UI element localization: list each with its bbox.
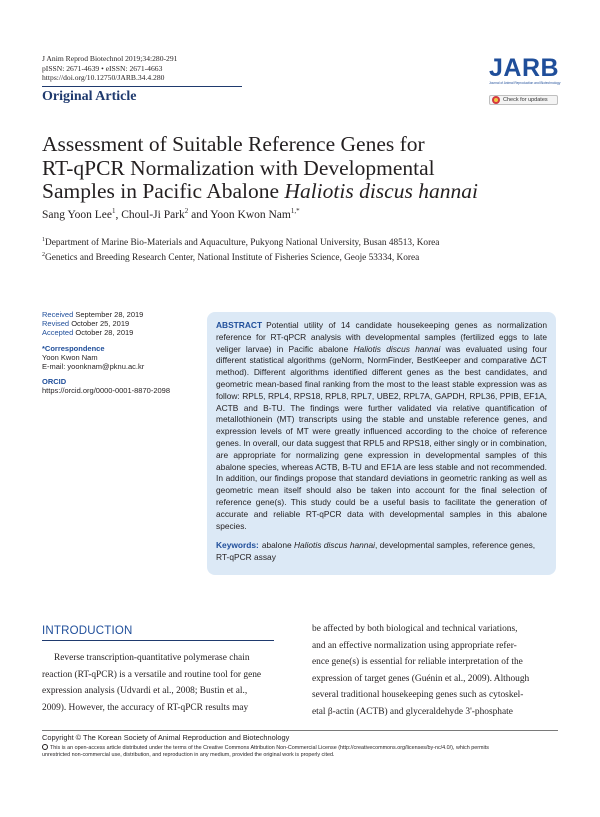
journal-logo xyxy=(489,55,559,85)
footer-rule xyxy=(42,730,558,731)
check-updates-label: Check for updates xyxy=(503,97,548,103)
creative-commons-icon xyxy=(42,744,48,750)
copyright-notice: Copyright © The Korean Society of Animal Reproduction and Biotechnology xyxy=(42,733,290,742)
keywords-species: Haliotis discus hannai xyxy=(293,540,375,551)
body-line: 2009). However, the accuracy of RT-qPCR results may xyxy=(42,702,249,713)
body-column-right xyxy=(312,621,560,721)
check-updates-icon xyxy=(492,96,500,104)
abstract-species: Haliotis discus hannai xyxy=(353,343,441,354)
author-name: Choul-Ji Park xyxy=(121,208,185,221)
revised-value: October 25, 2019 xyxy=(71,319,130,329)
body-column-left xyxy=(42,650,282,716)
check-for-updates-button[interactable] xyxy=(489,95,558,105)
affiliation-marker: 2 xyxy=(42,252,45,259)
article-title xyxy=(42,133,562,204)
author-separator: and xyxy=(188,208,211,221)
orcid-heading: ORCID xyxy=(42,377,67,387)
accepted-date xyxy=(42,328,202,337)
correspondence-heading: *Correspondence xyxy=(42,343,105,353)
section-heading-introduction: INTRODUCTION xyxy=(42,625,133,637)
logo-subtitle: Journal of Animal Reproduction and Biotechnology xyxy=(489,81,561,85)
correspondence-email[interactable]: E-mail: yoonknam@pknu.ac.kr xyxy=(42,362,145,372)
license-line: unrestricted non-commercial use, distribution, and reproduction in any medium, provided the original work is properly cited. xyxy=(42,752,335,758)
body-line: expression analysis (Udvardi et al., 2008; Bustin et al., xyxy=(42,686,248,697)
keywords-text: abalone xyxy=(261,540,294,551)
affiliation-marker: 1 xyxy=(42,237,45,243)
issn: pISSN: 2671-4639 • eISSN: 2671-4663 xyxy=(42,63,163,73)
author-separator: , xyxy=(115,208,122,221)
license-notice xyxy=(42,744,560,759)
author-name: Yoon Kwon Nam xyxy=(210,208,291,221)
abstract-box xyxy=(207,312,556,575)
title-line: RT-qPCR Normalization with Developmental xyxy=(42,155,435,180)
author-affil-marker: 1 xyxy=(111,207,116,215)
correspondence-block xyxy=(42,344,202,372)
abstract-body: was evaluated using four different statistical algorithms (geNorm, NormFinder, BestKeeper and comparative ΔCT method). Different algorithms identified different genes as the best candidates, and geometric mean-based final ranking from the most to the least stable expression was as follow: RPL5, RPL4, RPS18, RPL8, RPL7, UBE2, RPL7A, GAPDH, RPL36, PPIB, EF1A, ACTB and B-TU. The findings were further validated via relative quantification of metallothionein (MT) transcripts using the stable and unstable reference genes, and expression levels of MT were greatly influenced according to the choice of reference genes. In overall, our data suggest that RPL5 and RPS18, either singly or in combination, are appropriate for normalizing gene expression in developmental samples of this abalone species, whereas ACTB, B-TU and EF1A are less stable and not recommended. In addition, our findings propose that standard deviations in geometric ranking as well as geometric mean itself should also be taken into account for the final selection of reference gene(s). This study could be a useful basis to facilitate the generation of accurate and reliable RT-qPCR data with developmental samples in this abalone species. xyxy=(216,343,548,531)
body-line: expression of target genes (Guénin et al., 2009). Although xyxy=(312,673,530,684)
title-line: Assessment of Suitable Reference Genes for xyxy=(42,132,425,156)
keywords-text: , developmental samples, reference genes, RT-qPCR assay xyxy=(216,540,536,563)
affiliations xyxy=(42,234,439,264)
received-label: Received xyxy=(42,310,74,319)
orcid-block xyxy=(42,377,202,395)
title-text: Samples in Pacific Abalone xyxy=(42,179,285,203)
abstract-text xyxy=(216,320,547,532)
revised-date xyxy=(42,319,202,328)
section-rule xyxy=(42,640,274,641)
article-type: Original Article xyxy=(42,89,137,104)
orcid-link[interactable]: https://orcid.org/0000-0001-8870-2098 xyxy=(42,386,171,396)
article-dates xyxy=(42,310,202,338)
accepted-value: October 28, 2019 xyxy=(75,328,134,338)
author-affil-marker: 1,* xyxy=(290,207,300,215)
body-line: etal β-actin (ACTB) and glyceraldehyde 3'-phosphate xyxy=(312,706,513,717)
affiliation xyxy=(42,234,439,249)
abstract-label: ABSTRACT xyxy=(216,320,263,330)
affiliation-text: Department of Marine Bio-Materials and Aquaculture, Pukyong National University, Busan 48513, Korea xyxy=(45,238,440,249)
received-date xyxy=(42,310,202,319)
received-value: September 28, 2019 xyxy=(75,310,144,319)
license-line xyxy=(42,744,560,752)
body-line: ence gene(s) is essential for reliable interpretation of the xyxy=(312,657,523,668)
abstract-body: Potential utility of 14 candidate housekeeping genes as normalization reference for RT-qPCR analysis with developmental samples (fertilized eggs to late veliger larvae) in Pacific abalone xyxy=(216,320,547,354)
title-species: Haliotis discus hannai xyxy=(284,179,478,203)
article-sidebar xyxy=(42,310,202,402)
author-affil-marker: 2 xyxy=(184,207,189,215)
logo-text: JARB xyxy=(489,54,560,82)
author-name: Sang Yoon Lee xyxy=(42,208,112,221)
body-line: Reverse transcription-quantitative polymerase chain xyxy=(54,653,250,663)
license-text: This is an open-access article distributed under the terms of the Creative Commons Attribution Non-Commercial License (http://creativecommons.org/licenses/by-nc/4.0/), which permits xyxy=(50,745,489,751)
body-line: reaction (RT-qPCR) is a versatile and routine tool for gene xyxy=(42,669,262,680)
body-line: several traditional housekeeping genes such as cytoskel- xyxy=(312,690,524,701)
correspondence-name: Yoon Kwon Nam xyxy=(42,352,98,362)
accepted-label: Accepted xyxy=(42,328,74,338)
journal-citation: J Anim Reprod Biotechnol 2019;34:280-291 xyxy=(42,54,178,63)
body-line: be affected by both biological and technical variations, xyxy=(312,624,518,634)
journal-citation-block xyxy=(42,54,177,83)
doi-link[interactable]: https://doi.org/10.12750/JARB.34.4.280 xyxy=(42,73,165,83)
header-rule xyxy=(42,86,242,87)
keywords xyxy=(216,540,547,564)
affiliation xyxy=(42,249,439,264)
affiliation-text: Genetics and Breeding Research Center, National Institute of Fisheries Science, Geoje 53334, Korea xyxy=(45,253,420,264)
keywords-label: Keywords: xyxy=(216,540,259,551)
revised-label: Revised xyxy=(42,319,70,329)
author-list xyxy=(42,207,300,221)
body-line: and an effective normalization using appropriate refer- xyxy=(312,640,517,651)
title-line xyxy=(42,180,562,204)
